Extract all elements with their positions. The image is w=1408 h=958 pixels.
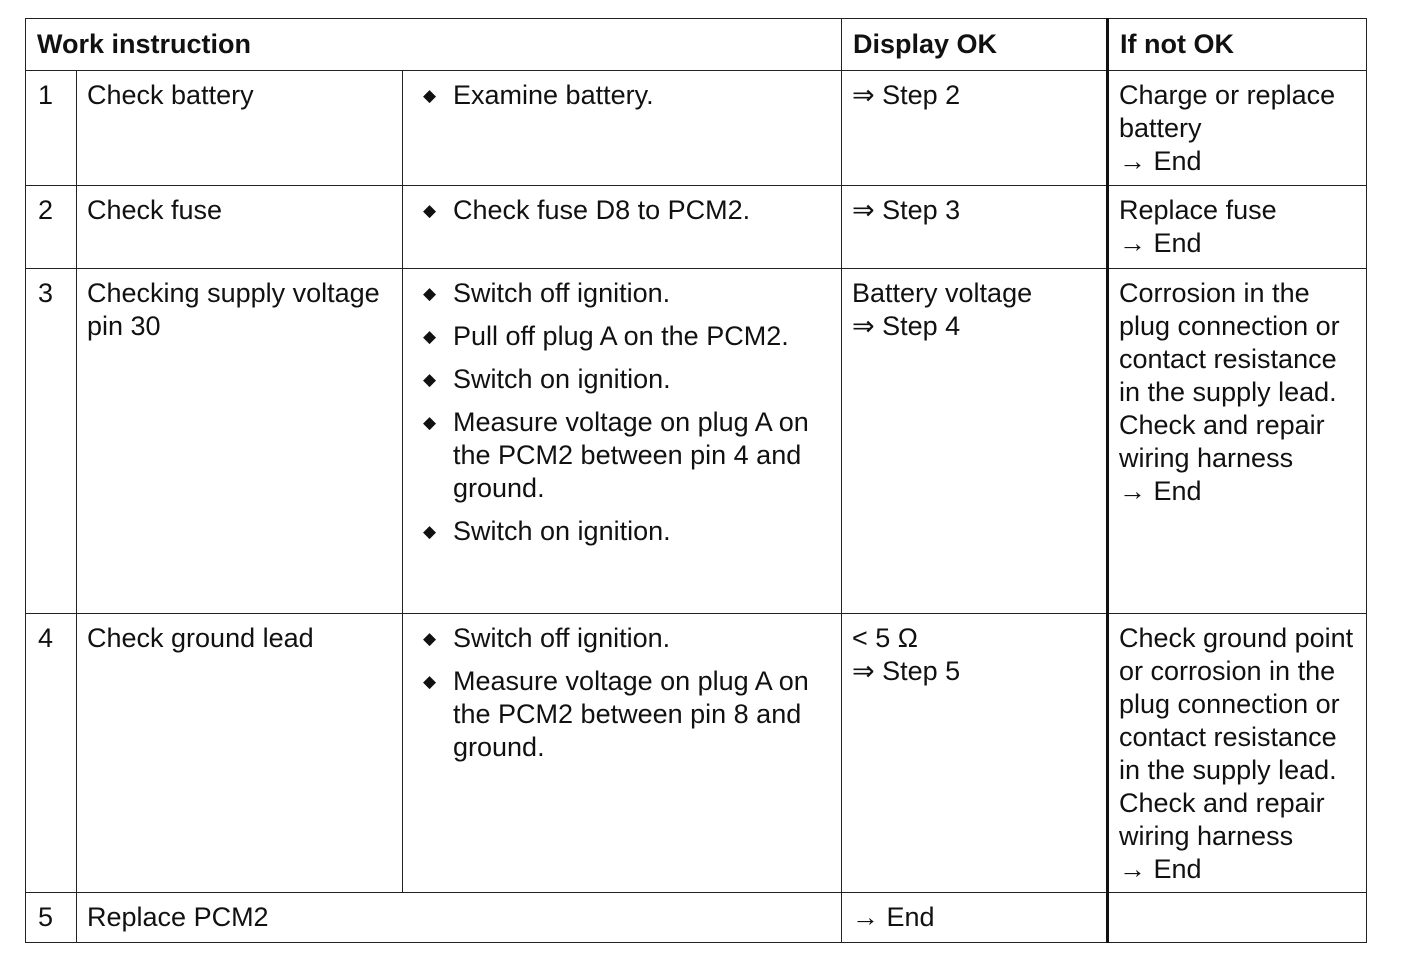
action-text: Measure voltage on plug A on the PCM2 between pin 4 and ground. [453,407,809,503]
step-actions [403,71,842,186]
display-ok-line: ⇒ Step 3 [852,195,961,225]
step-title: Checking supply voltage pin 30 [77,269,403,614]
if-not-ok-cell [1108,614,1367,893]
diamond-bullet-icon: ◆ [423,86,437,105]
table-row [26,186,1367,269]
table-header-row [26,19,1367,71]
step-title: Check ground lead [77,614,403,893]
list-item [413,363,831,396]
work-instruction-table [25,18,1367,943]
action-list [413,622,831,764]
diamond-bullet-icon: ◆ [423,201,437,220]
step-title: Replace PCM2 [77,893,842,943]
action-text: Examine battery. [453,80,654,110]
step-actions [403,186,842,269]
display-ok-line: → End [852,902,935,932]
action-text: Switch on ignition. [453,516,671,546]
display-ok-line: < 5 Ω [852,623,918,653]
diamond-bullet-icon: ◆ [423,672,437,691]
list-item [413,194,831,227]
if-not-ok-cell [1108,893,1367,943]
if-not-ok-line: → End [1119,854,1202,884]
if-not-ok-cell [1108,71,1367,186]
if-not-ok-line: → End [1119,476,1202,506]
list-item [413,406,831,505]
header-if-not-ok: If not OK [1108,19,1367,71]
action-list [413,194,831,227]
display-ok-line: ⇒ Step 5 [852,656,961,686]
action-text: Switch off ignition. [453,278,671,308]
diamond-bullet-icon: ◆ [423,522,437,541]
step-number: 5 [26,893,77,943]
table-row [26,893,1367,943]
list-item [413,79,831,112]
action-text: Pull off plug A on the PCM2. [453,321,789,351]
diamond-bullet-icon: ◆ [423,284,437,303]
step-title: Check fuse [77,186,403,269]
display-ok-cell [842,71,1108,186]
step-actions [403,269,842,614]
step-number: 2 [26,186,77,269]
list-item [413,320,831,353]
display-ok-cell [842,186,1108,269]
if-not-ok-line: Check ground point or corrosion in the plug connection or contact resistance in the supply lead. Check and repair wiring harness [1119,623,1354,851]
list-item [413,277,831,310]
action-list [413,277,831,548]
table-row [26,269,1367,614]
step-number: 4 [26,614,77,893]
step-actions [403,614,842,893]
table-row [26,614,1367,893]
diamond-bullet-icon: ◆ [423,413,437,432]
display-ok-line: ⇒ Step 2 [852,80,961,110]
display-ok-cell [842,614,1108,893]
display-ok-cell [842,269,1108,614]
display-ok-cell [842,893,1108,943]
if-not-ok-line: → End [1119,146,1202,176]
list-item [413,665,831,764]
if-not-ok-line: → End [1119,228,1202,258]
action-list [413,79,831,112]
if-not-ok-line: Replace fuse [1119,195,1277,225]
step-number: 3 [26,269,77,614]
step-number: 1 [26,71,77,186]
header-display-ok: Display OK [842,19,1108,71]
action-text: Switch off ignition. [453,623,671,653]
action-text: Measure voltage on plug A on the PCM2 between pin 8 and ground. [453,666,809,762]
diamond-bullet-icon: ◆ [423,370,437,389]
diamond-bullet-icon: ◆ [423,327,437,346]
header-work-instruction: Work instruction [26,19,842,71]
action-text: Check fuse D8 to PCM2. [453,195,751,225]
table-row [26,71,1367,186]
if-not-ok-line: Charge or replace battery [1119,80,1336,143]
if-not-ok-line: Corrosion in the plug connection or contact resistance in the supply lead. Check and repair wiring harness [1119,278,1340,473]
step-title: Check battery [77,71,403,186]
display-ok-line: ⇒ Step 4 [852,311,961,341]
list-item [413,515,831,548]
if-not-ok-cell [1108,269,1367,614]
list-item [413,622,831,655]
action-text: Switch on ignition. [453,364,671,394]
diamond-bullet-icon: ◆ [423,629,437,648]
display-ok-line: Battery voltage [852,278,1033,308]
if-not-ok-cell [1108,186,1367,269]
